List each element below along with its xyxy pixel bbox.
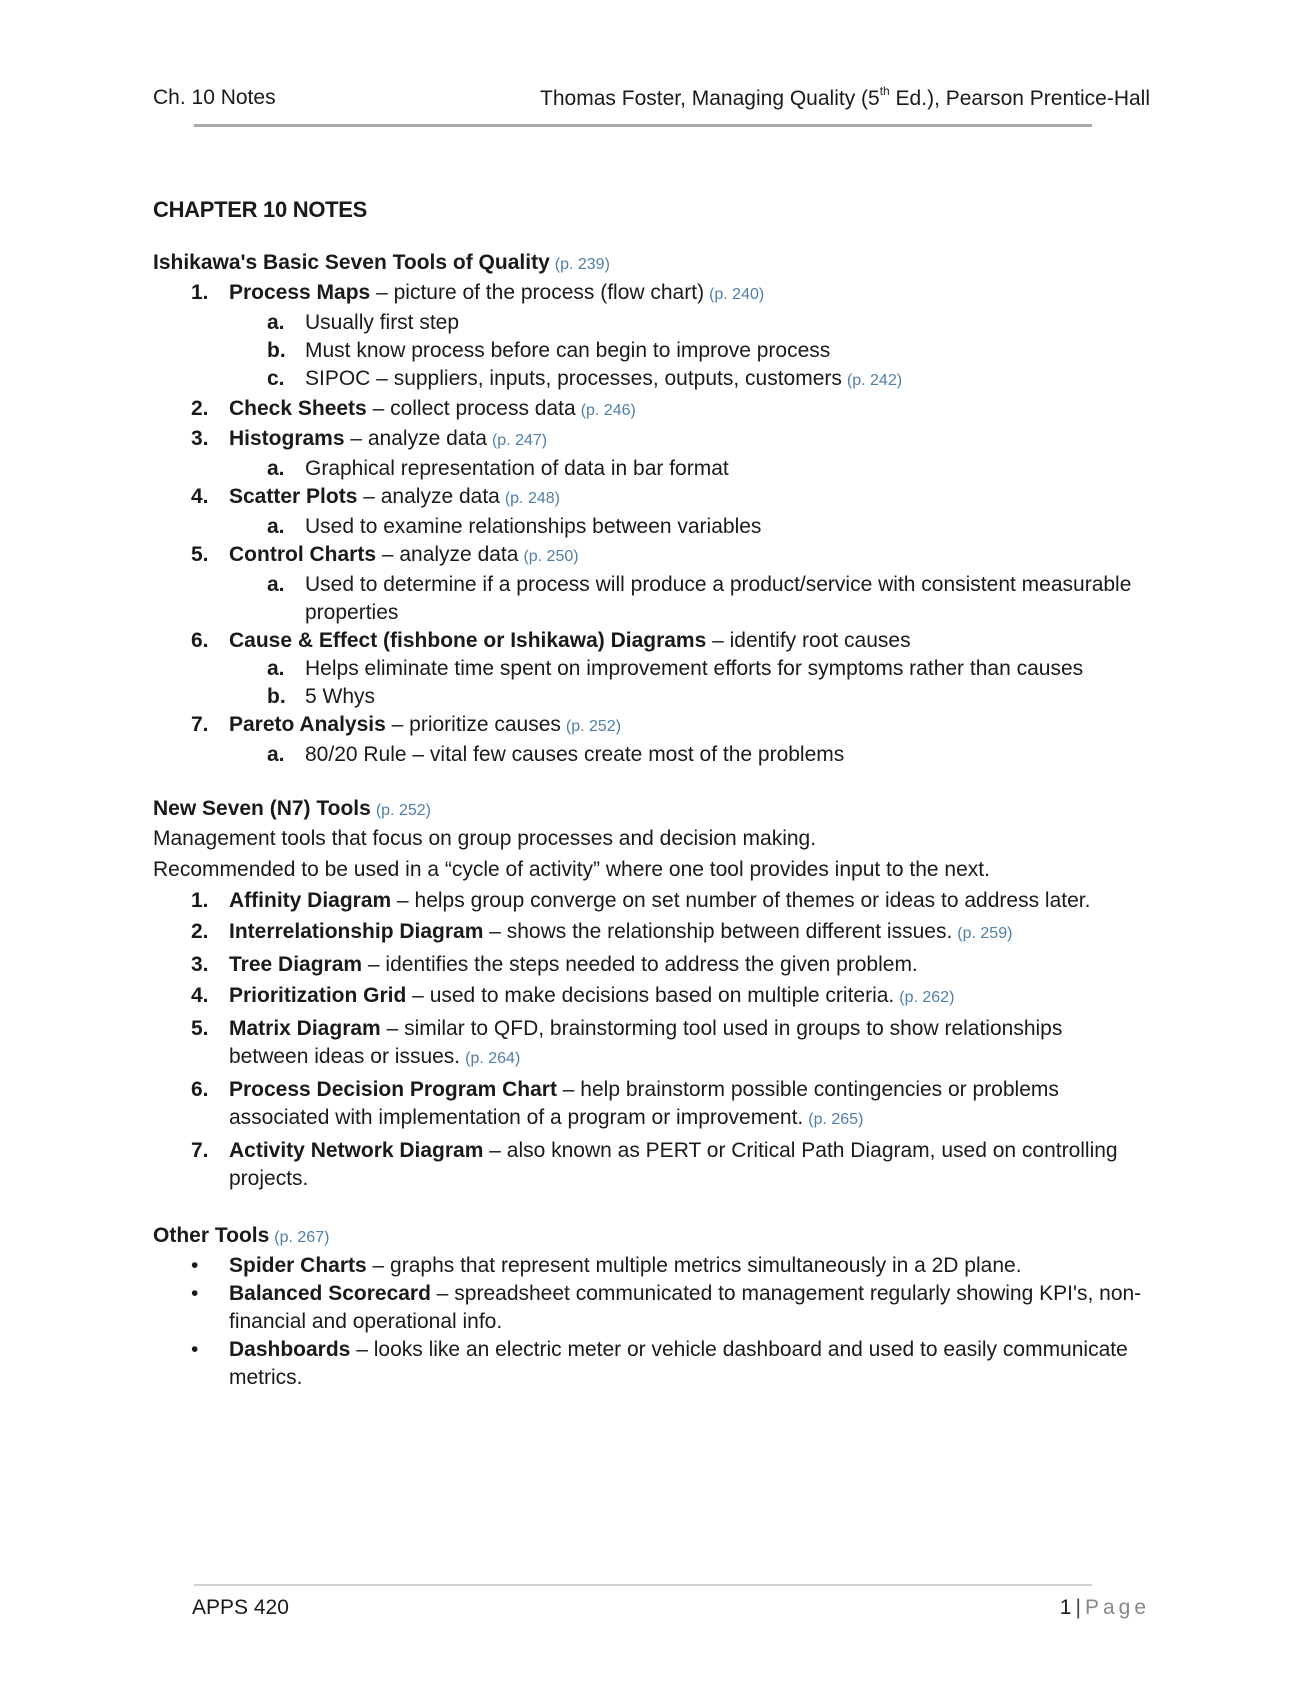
n7-description: Management tools that focus on group processes and decision making. <box>153 827 817 850</box>
item-number: 3. <box>191 427 209 450</box>
sub-item-letter: a. <box>267 657 285 680</box>
list-item <box>153 1336 1143 1392</box>
item-number: 5. <box>191 1017 209 1040</box>
item-number: 5. <box>191 543 209 566</box>
item-description: – prioritize causes <box>385 713 561 736</box>
footer-separator: | <box>1075 1596 1081 1619</box>
sub-list-item <box>153 513 1143 541</box>
item-number: 2. <box>191 397 209 420</box>
item-term: Activity Network Diagram <box>229 1139 484 1162</box>
page-reference: (p. 259) <box>957 925 1013 942</box>
item-number: 4. <box>191 485 209 508</box>
page-reference: (p. 264) <box>465 1050 521 1067</box>
sub-item-text: 5 Whys <box>305 685 376 708</box>
sub-item-letter: c. <box>267 367 285 390</box>
footer-page-number <box>1060 1596 1150 1620</box>
page-reference: (p. 262) <box>899 989 955 1006</box>
header-citation-start: Thomas Foster, Managing Quality (5 <box>540 87 880 110</box>
item-number: 4. <box>191 984 209 1007</box>
section-heading-basic-seven <box>153 249 1143 279</box>
basic-seven-list <box>153 279 1143 769</box>
other-tools-list <box>153 1252 1143 1392</box>
sub-list-item <box>153 741 1143 769</box>
list-item <box>153 711 1143 769</box>
item-term: Affinity Diagram <box>229 889 392 912</box>
sub-list-item <box>153 455 1143 483</box>
item-description: – identify root causes <box>706 629 911 652</box>
page-number: 1 <box>1059 1596 1072 1619</box>
list-item <box>153 1076 1143 1134</box>
item-term: Scatter Plots <box>229 485 358 508</box>
item-number: 2. <box>191 920 209 943</box>
sub-item-letter: b. <box>267 339 286 362</box>
item-description: – helps group converge on set number of themes or ideas to address later. <box>391 889 1091 912</box>
item-number: 6. <box>191 629 209 652</box>
list-item <box>153 425 1143 483</box>
footer-rule <box>194 1584 1092 1586</box>
item-description: – also known as PERT or Critical Path Diagram, used on controlling projects. <box>229 1139 1118 1190</box>
sub-item-text: Used to determine if a process will produce a product/service with consistent measurable properties <box>305 573 1132 624</box>
item-description: – help brainstorm possible contingencies or problems associated with implementation of a program or improvement. <box>229 1078 1059 1129</box>
header-right <box>540 86 1150 111</box>
item-description: – looks like an electric meter or vehicle dashboard and used to easily communicate metrics. <box>229 1338 1128 1389</box>
sub-item-letter: a. <box>267 515 285 538</box>
list-item <box>153 541 1143 627</box>
page-label: Page <box>1084 1596 1150 1619</box>
list-item <box>153 279 1143 395</box>
item-term: Control Charts <box>229 543 376 566</box>
n7-recommendation: Recommended to be used in a “cycle of activity” where one tool provides input to the next. <box>153 858 990 881</box>
item-description: – collect process data <box>366 397 576 420</box>
section-heading-other-tools <box>153 1222 1143 1252</box>
sub-list-item <box>153 365 1143 395</box>
item-term: Matrix Diagram <box>229 1017 381 1040</box>
item-description: – shows the relationship between different issues. <box>483 920 953 943</box>
list-item <box>153 918 1143 948</box>
page-reference: (p. 242) <box>846 372 903 389</box>
item-description: – analyze data <box>357 485 500 508</box>
list-item <box>153 982 1143 1012</box>
list-item <box>153 1252 1143 1280</box>
bullet-icon: • <box>191 1338 199 1361</box>
section-heading-text: Other Tools <box>153 1224 270 1247</box>
sub-item-letter: a. <box>267 573 285 596</box>
list-item <box>153 1015 1143 1073</box>
bullet-icon: • <box>191 1282 199 1305</box>
header-superscript: th <box>879 84 890 98</box>
item-number: 6. <box>191 1078 209 1101</box>
page-reference: (p. 246) <box>580 402 636 419</box>
sub-item-text: 80/20 Rule – vital few causes create most of the problems <box>305 743 845 766</box>
section-heading-text: Ishikawa's Basic Seven Tools of Quality <box>153 251 550 274</box>
sub-item-text: Used to examine relationships between variables <box>305 515 762 538</box>
item-number: 1. <box>191 281 209 304</box>
page-reference: (p. 247) <box>491 432 548 449</box>
item-description: – spreadsheet communicated to management regularly showing KPI's, non-financial and operational info. <box>229 1282 1142 1333</box>
sub-list <box>229 741 1143 769</box>
item-term: Process Decision Program Chart <box>229 1078 557 1101</box>
item-number: 3. <box>191 953 209 976</box>
n7-tools-list <box>153 887 1143 1193</box>
sub-item-text: SIPOC – suppliers, inputs, processes, outputs, customers <box>305 367 842 390</box>
sub-list-item <box>153 683 1143 711</box>
sub-list <box>229 513 1143 541</box>
item-description: – identifies the steps needed to address the given problem. <box>362 953 918 976</box>
item-term: Interrelationship Diagram <box>229 920 484 943</box>
item-term: Dashboards <box>229 1338 351 1361</box>
sub-list <box>229 655 1143 711</box>
item-number: 7. <box>191 713 209 736</box>
sub-list-item <box>153 571 1143 627</box>
header-left: Ch. 10 Notes <box>153 86 276 109</box>
sub-list <box>229 571 1143 627</box>
bullet-icon: • <box>191 1254 199 1277</box>
item-term: Pareto Analysis <box>229 713 386 736</box>
item-description: – analyze data <box>376 543 519 566</box>
item-description: – similar to QFD, brainstorming tool used in groups to show relationships between ideas or issues. <box>229 1017 1063 1068</box>
sub-item-letter: a. <box>267 457 285 480</box>
item-term: Tree Diagram <box>229 953 363 976</box>
item-description: – analyze data <box>344 427 487 450</box>
list-item <box>153 1137 1143 1193</box>
sub-item-text: Graphical representation of data in bar format <box>305 457 729 480</box>
sub-item-text: Usually first step <box>305 311 460 334</box>
header-rule <box>194 124 1092 127</box>
item-term: Prioritization Grid <box>229 984 407 1007</box>
list-item <box>153 483 1143 541</box>
sub-item-letter: a. <box>267 743 285 766</box>
page-reference: (p. 252) <box>375 802 431 819</box>
item-term: Balanced Scorecard <box>229 1282 431 1305</box>
sub-list <box>229 309 1143 395</box>
item-description: – used to make decisions based on multiple criteria. <box>406 984 895 1007</box>
item-term: Histograms <box>229 427 345 450</box>
page-reference: (p. 248) <box>504 490 560 507</box>
page-reference: (p. 252) <box>565 718 622 735</box>
item-term: Spider Charts <box>229 1254 367 1277</box>
item-number: 7. <box>191 1139 209 1162</box>
main-content <box>153 196 1143 1392</box>
sub-item-text: Must know process before can begin to improve process <box>305 339 831 362</box>
sub-list-item <box>153 655 1143 683</box>
sub-list-item <box>153 337 1143 365</box>
page-reference: (p. 250) <box>523 548 579 565</box>
sub-item-letter: a. <box>267 311 285 334</box>
list-item <box>153 627 1143 711</box>
sub-item-text: Helps eliminate time spent on improvement efforts for symptoms rather than causes <box>305 657 1084 680</box>
list-item <box>153 395 1143 425</box>
list-item <box>153 951 1143 979</box>
footer-course-code: APPS 420 <box>192 1596 289 1619</box>
page-title: CHAPTER 10 NOTES <box>153 197 368 222</box>
section-heading-n7 <box>153 795 1143 825</box>
page-reference: (p. 240) <box>709 286 765 303</box>
item-term: Process Maps <box>229 281 371 304</box>
list-item <box>153 1280 1143 1336</box>
item-description: – graphs that represent multiple metrics simultaneously in a 2D plane. <box>366 1254 1022 1277</box>
item-number: 1. <box>191 889 209 912</box>
header-citation-end: Ed.), Pearson Prentice-Hall <box>889 87 1150 110</box>
page-reference: (p. 267) <box>274 1229 330 1246</box>
sub-item-letter: b. <box>267 685 286 708</box>
list-item <box>153 887 1143 915</box>
item-term: Cause & Effect (fishbone or Ishikawa) Diagrams <box>229 629 707 652</box>
page-reference: (p. 239) <box>554 256 610 273</box>
item-term: Check Sheets <box>229 397 367 420</box>
section-heading-text: New Seven (N7) Tools <box>153 797 371 820</box>
sub-list-item <box>153 309 1143 337</box>
sub-list <box>229 455 1143 483</box>
item-description: – picture of the process (flow chart) <box>370 281 705 304</box>
page-reference: (p. 265) <box>808 1111 864 1128</box>
